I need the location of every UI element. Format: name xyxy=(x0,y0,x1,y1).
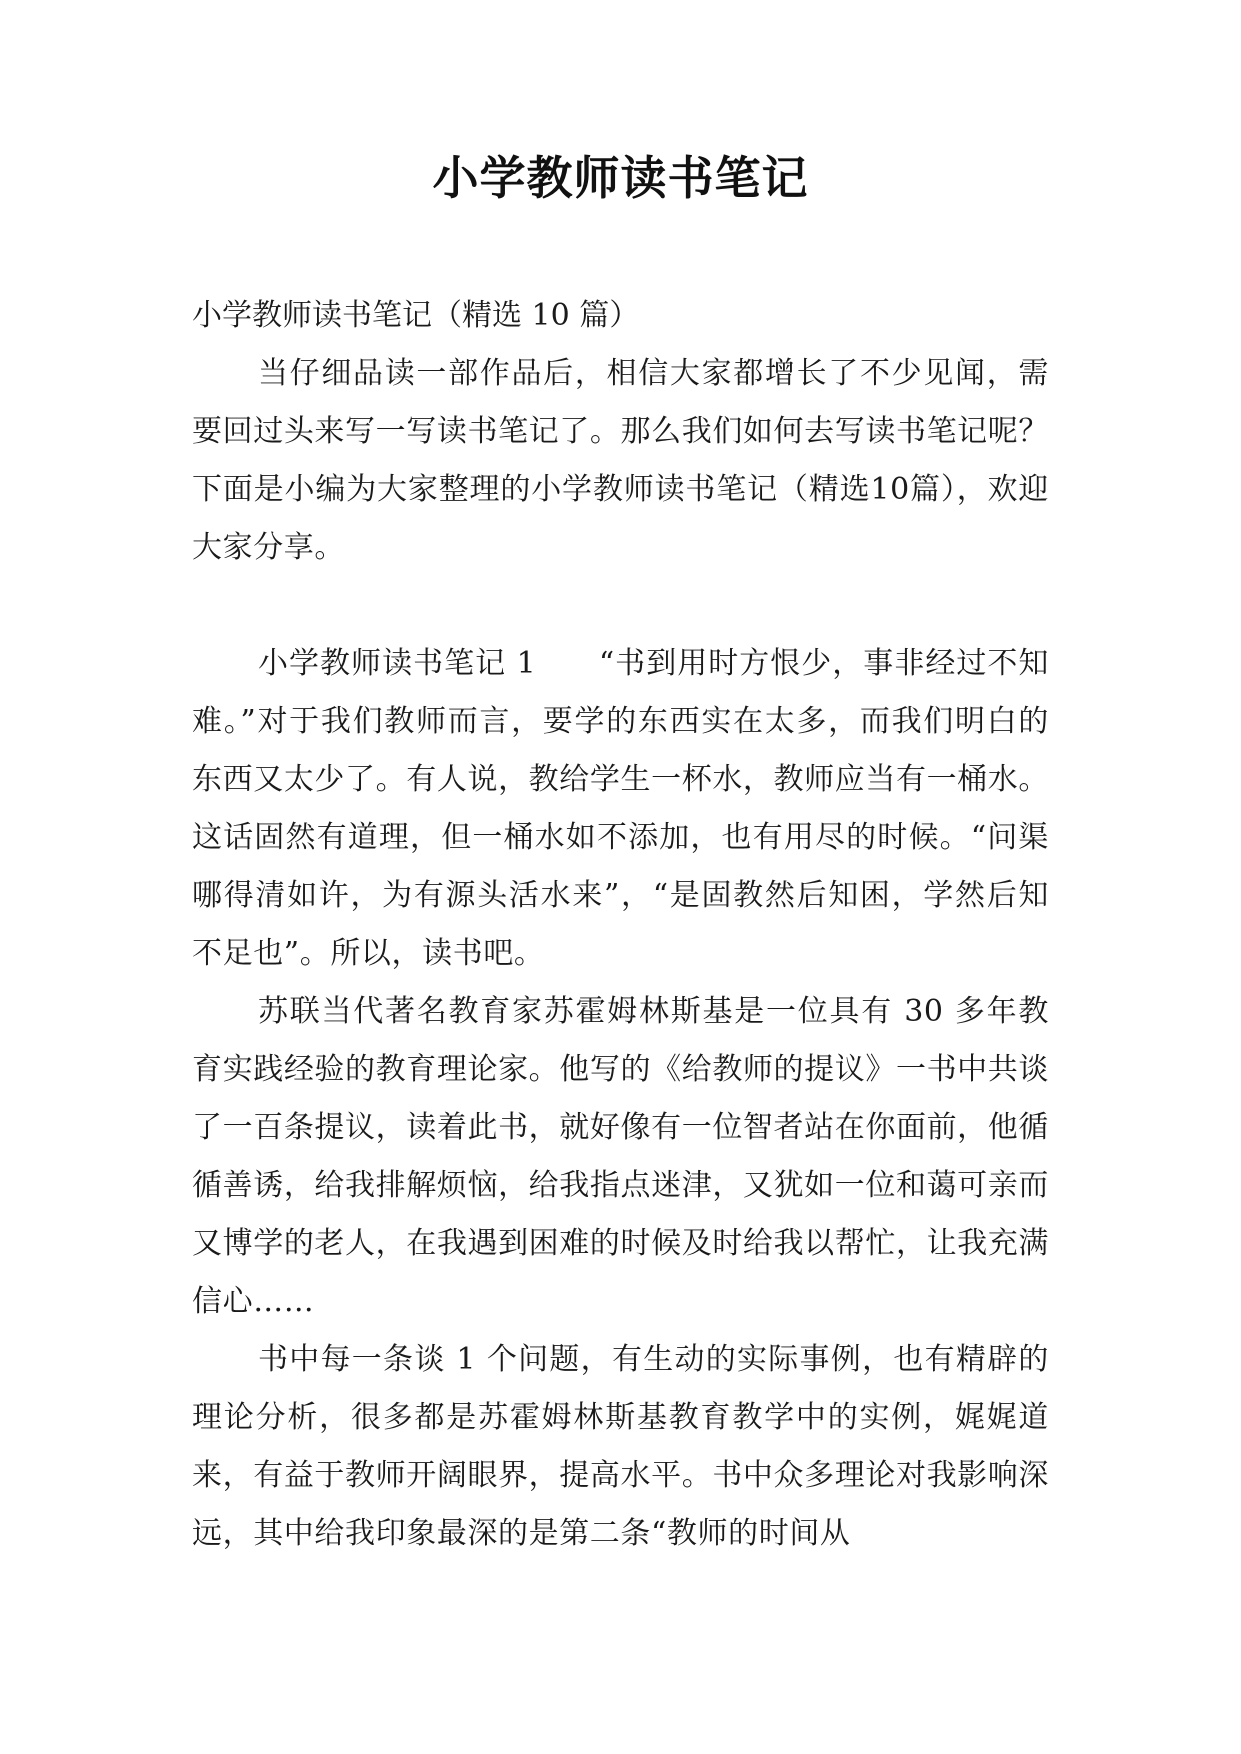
paragraph-spacer xyxy=(192,577,1049,635)
document-subtitle: 小学教师读书笔记（精选 10 篇） xyxy=(192,298,640,333)
body-paragraph: 书中每一条谈 1 个问题，有生动的实际事例，也有精辟的理论分析，很多都是苏霍姆林斯基教育教学中的实例，娓娓道来，有益于教师开阔眼界，提高水平。书中众多理论对我影响深远，其中给我印象最深的是第二条“教师的时间从 xyxy=(192,1342,1049,1551)
intro-paragraph: 当仔细品读一部作品后，相信大家都增长了不少见闻，需要回过头来写一写读书笔记了。那么我们如何去写读书笔记呢？下面是小编为大家整理的小学教师读书笔记（精选10篇），欢迎大家分享。 xyxy=(192,356,1049,565)
document-body xyxy=(192,287,1049,1563)
document-title: 小学教师读书笔记 xyxy=(432,151,809,205)
body-paragraph: 苏联当代著名教育家苏霍姆林斯基是一位具有 30 多年教育实践经验的教育理论家。他写的《给教师的提议》一书中共谈了一百条提议，读着此书，就好像有一位智者站在你面前，他循循善诱，给我排解烦恼，给我指点迷津，又犹如一位和蔼可亲而又博学的老人，在我遇到困难的时候及时给我以帮忙，让我充满信心…… xyxy=(192,994,1049,1319)
note-1-paragraph: 小学教师读书笔记 1 “书到用时方恨少，事非经过不知难。”对于我们教师而言，要学的东西实在太多，而我们明白的东西又太少了。有人说，教给学生一杯水，教师应当有一桶水。这话固然有道理，但一桶水如不添加，也有用尽的时候。“问渠哪得清如许，为有源头活水来”，“是固教然后知困，学然后知不足也”。所以，读书吧。 xyxy=(192,646,1049,971)
